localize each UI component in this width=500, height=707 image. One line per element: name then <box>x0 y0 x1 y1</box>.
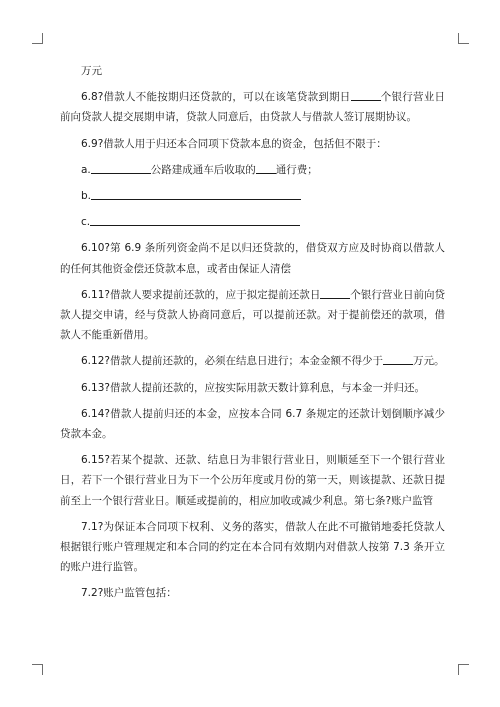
fill-in-blank <box>91 188 301 200</box>
clause-text: 个银行营业日前向贷款人提交展期申请，贷款人同意后，由贷款人与借款人签订展期协议。 <box>60 91 445 124</box>
clause-6-11 <box>60 285 445 346</box>
clause-text: 万元。 <box>412 355 445 368</box>
clause-6-8 <box>60 87 445 127</box>
clause-text: 6.13?借款人提前还款的，应按实际用款天数计算利息，与本金一并归还。 <box>81 381 425 394</box>
text: 万元 <box>81 65 102 77</box>
document-body <box>60 61 445 610</box>
clause-text: 6.11?借款人要求提前还款的，应于拟定提前还款日 <box>81 288 321 301</box>
fill-in-blank <box>351 89 381 101</box>
list-text: 公路建成通车后收取的 <box>150 163 256 176</box>
crop-mark-top-right <box>458 33 469 44</box>
clause-6-13 <box>60 378 445 398</box>
fill-in-blank <box>91 162 151 174</box>
clause-6-14 <box>60 404 445 444</box>
list-marker: a. <box>81 163 91 176</box>
clause-text: 7.1?为保证本合同项下权利、义务的落实，借款人在此不可撤销地委托贷款人根据银行账户管理规定和本合同的约定在本合同有效期内对借款人按第 7.3 条开立的账户进行监管。 <box>60 520 445 574</box>
clause-text: 7.2?账户监管包括： <box>81 587 177 600</box>
fill-in-blank <box>320 287 350 299</box>
clause-text: 6.14?借款人提前归还的本金，应按本合同 6.7 条规定的还款计划倒顺序减少贷款本金。 <box>60 407 445 441</box>
continuation-line <box>60 61 445 81</box>
fill-in-blank <box>383 353 413 365</box>
clause-text: 6.8?借款人不能按期归还贷款的，可以在该笔贷款到期日 <box>81 91 351 104</box>
clause-text: 6.12?借款人提前还款的，必须在结息日进行；本金金额不得少于 <box>81 355 383 368</box>
crop-mark-bottom-left <box>32 664 43 675</box>
crop-mark-bottom-right <box>458 664 469 675</box>
clause-text: 6.9?借款人用于归还本合同项下贷款本息的资金，包括但不限于： <box>81 137 387 150</box>
clause-text: 6.15?若某个提款、还款、结息日为非银行营业日，则顺延至下一个银行营业日，若下一个银行营业日为下一个公历年度或月份的第一天，则该提款、还款日提前至上一个银行营业日。顺延或提前的，相应加收或减少利息。第七条?账户监管 <box>60 454 445 507</box>
list-marker: c. <box>81 216 91 229</box>
list-text: 通行费； <box>275 163 318 176</box>
clause-text: 个银行营业日前向贷款人提交申请，经与贷款人协商同意后，可以提前还款。对于提前偿还的款项，借款人不能重新借用。 <box>60 288 446 342</box>
clause-6-15 <box>60 450 445 511</box>
crop-mark-top-left <box>32 33 43 44</box>
fill-in-blank <box>90 214 300 226</box>
clause-7-2 <box>60 583 445 603</box>
list-item-a <box>60 160 445 180</box>
fill-in-blank <box>256 162 276 174</box>
clause-text: 6.10?第 6.9 条所列资金尚不足以归还贷款的，借贷双方应及时协商以借款人的任何其他资金偿还贷款本息，或者由保证人清偿 <box>60 242 445 275</box>
list-marker: b. <box>81 190 92 203</box>
clause-7-1 <box>60 517 445 578</box>
list-item-b <box>60 186 445 206</box>
list-item-c <box>60 212 445 232</box>
clause-6-9 <box>60 134 445 154</box>
clause-6-10 <box>60 238 445 278</box>
clause-6-12 <box>60 351 445 371</box>
